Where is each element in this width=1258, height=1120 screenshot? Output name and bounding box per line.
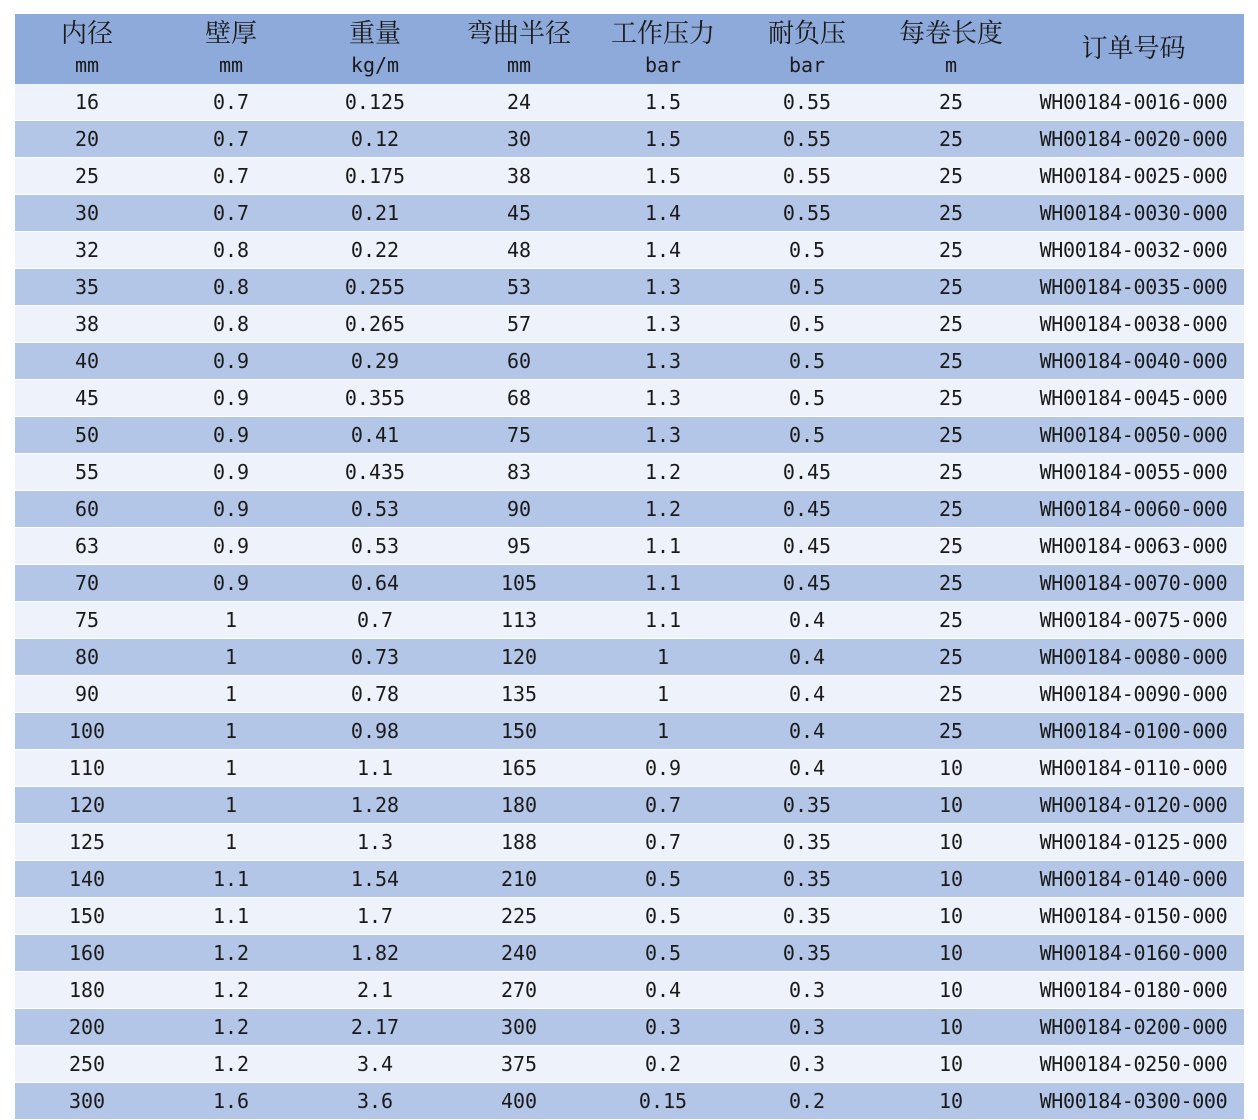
cell-order-number: WH00184-0090-000	[1023, 676, 1244, 713]
cell-inner-diameter: 70	[15, 565, 159, 602]
table-row	[15, 454, 1244, 491]
cell-inner-diameter: 20	[15, 121, 159, 158]
cell-order-number: WH00184-0120-000	[1023, 787, 1244, 824]
cell-bend-radius: 375	[447, 1046, 591, 1083]
table-row	[15, 713, 1244, 750]
cell-order-number: WH00184-0038-000	[1023, 306, 1244, 343]
cell-wall-thickness: 0.7	[159, 195, 303, 232]
cell-wall-thickness: 1	[159, 676, 303, 713]
cell-working-pressure: 1.1	[591, 528, 735, 565]
cell-coil-length: 10	[879, 898, 1023, 935]
cell-working-pressure: 0.9	[591, 750, 735, 787]
cell-inner-diameter: 90	[15, 676, 159, 713]
cell-order-number: WH00184-0032-000	[1023, 232, 1244, 269]
table-row	[15, 121, 1244, 158]
cell-inner-diameter: 32	[15, 232, 159, 269]
header-name: 订单号码	[1081, 34, 1186, 64]
table-row	[15, 1009, 1244, 1046]
cell-order-number: WH00184-0160-000	[1023, 935, 1244, 972]
cell-coil-length: 25	[879, 380, 1023, 417]
cell-bend-radius: 95	[447, 528, 591, 565]
cell-wall-thickness: 0.8	[159, 269, 303, 306]
cell-wall-thickness: 0.9	[159, 528, 303, 565]
cell-working-pressure: 1.5	[591, 158, 735, 195]
table-row	[15, 491, 1244, 528]
cell-order-number: WH00184-0030-000	[1023, 195, 1244, 232]
cell-vacuum-resistance: 0.35	[735, 824, 879, 861]
cell-vacuum-resistance: 0.4	[735, 602, 879, 639]
cell-working-pressure: 1.3	[591, 417, 735, 454]
cell-wall-thickness: 1.1	[159, 861, 303, 898]
cell-bend-radius: 83	[447, 454, 591, 491]
cell-weight: 0.175	[303, 158, 447, 195]
cell-order-number: WH00184-0300-000	[1023, 1083, 1244, 1120]
table-row	[15, 639, 1244, 676]
cell-weight: 2.1	[303, 972, 447, 1009]
cell-wall-thickness: 1.6	[159, 1083, 303, 1120]
cell-vacuum-resistance: 0.2	[735, 1083, 879, 1120]
cell-order-number: WH00184-0150-000	[1023, 898, 1244, 935]
cell-inner-diameter: 80	[15, 639, 159, 676]
cell-wall-thickness: 0.8	[159, 232, 303, 269]
cell-inner-diameter: 125	[15, 824, 159, 861]
cell-order-number: WH00184-0020-000	[1023, 121, 1244, 158]
spec-table	[15, 14, 1244, 1120]
cell-wall-thickness: 0.7	[159, 121, 303, 158]
cell-inner-diameter: 16	[15, 84, 159, 121]
cell-bend-radius: 300	[447, 1009, 591, 1046]
cell-order-number: WH00184-0200-000	[1023, 1009, 1244, 1046]
header-unit: bar	[788, 53, 826, 77]
table-row	[15, 787, 1244, 824]
table-row	[15, 898, 1244, 935]
header-order-number	[1023, 14, 1244, 84]
cell-coil-length: 25	[879, 158, 1023, 195]
header-name: 耐负压	[767, 19, 846, 49]
cell-wall-thickness: 1	[159, 824, 303, 861]
cell-order-number: WH00184-0050-000	[1023, 417, 1244, 454]
cell-coil-length: 25	[879, 676, 1023, 713]
cell-order-number: WH00184-0250-000	[1023, 1046, 1244, 1083]
cell-bend-radius: 150	[447, 713, 591, 750]
cell-order-number: WH00184-0180-000	[1023, 972, 1244, 1009]
cell-coil-length: 25	[879, 454, 1023, 491]
table-row	[15, 565, 1244, 602]
header-name: 每卷长度	[898, 19, 1003, 49]
cell-weight: 1.3	[303, 824, 447, 861]
header-unit: kg/m	[350, 53, 400, 77]
cell-vacuum-resistance: 0.35	[735, 787, 879, 824]
cell-bend-radius: 68	[447, 380, 591, 417]
cell-weight: 0.73	[303, 639, 447, 676]
cell-coil-length: 25	[879, 491, 1023, 528]
cell-inner-diameter: 200	[15, 1009, 159, 1046]
cell-vacuum-resistance: 0.4	[735, 750, 879, 787]
cell-working-pressure: 0.4	[591, 972, 735, 1009]
cell-vacuum-resistance: 0.4	[735, 713, 879, 750]
table-row	[15, 1083, 1244, 1120]
cell-coil-length: 25	[879, 417, 1023, 454]
cell-bend-radius: 24	[447, 84, 591, 121]
cell-bend-radius: 188	[447, 824, 591, 861]
cell-working-pressure: 1.2	[591, 491, 735, 528]
cell-working-pressure: 1.4	[591, 232, 735, 269]
header-unit: bar	[644, 53, 682, 77]
cell-weight: 0.12	[303, 121, 447, 158]
cell-order-number: WH00184-0070-000	[1023, 565, 1244, 602]
cell-working-pressure: 1	[591, 676, 735, 713]
table-row	[15, 750, 1244, 787]
cell-order-number: WH00184-0016-000	[1023, 84, 1244, 121]
cell-inner-diameter: 140	[15, 861, 159, 898]
cell-inner-diameter: 40	[15, 343, 159, 380]
cell-bend-radius: 165	[447, 750, 591, 787]
cell-vacuum-resistance: 0.5	[735, 306, 879, 343]
cell-wall-thickness: 1.2	[159, 935, 303, 972]
cell-coil-length: 25	[879, 306, 1023, 343]
cell-order-number: WH00184-0055-000	[1023, 454, 1244, 491]
cell-weight: 3.6	[303, 1083, 447, 1120]
table-row	[15, 417, 1244, 454]
cell-wall-thickness: 0.9	[159, 565, 303, 602]
cell-inner-diameter: 300	[15, 1083, 159, 1120]
cell-order-number: WH00184-0045-000	[1023, 380, 1244, 417]
cell-inner-diameter: 45	[15, 380, 159, 417]
table-row	[15, 158, 1244, 195]
cell-wall-thickness: 1	[159, 713, 303, 750]
cell-weight: 0.355	[303, 380, 447, 417]
table-row	[15, 380, 1244, 417]
cell-order-number: WH00184-0080-000	[1023, 639, 1244, 676]
table-row	[15, 232, 1244, 269]
cell-working-pressure: 1.2	[591, 454, 735, 491]
cell-order-number: WH00184-0100-000	[1023, 713, 1244, 750]
table-row	[15, 528, 1244, 565]
cell-working-pressure: 1.1	[591, 602, 735, 639]
cell-wall-thickness: 0.7	[159, 158, 303, 195]
cell-working-pressure: 1.5	[591, 121, 735, 158]
cell-working-pressure: 1.1	[591, 565, 735, 602]
table-row	[15, 602, 1244, 639]
cell-bend-radius: 270	[447, 972, 591, 1009]
cell-vacuum-resistance: 0.5	[735, 417, 879, 454]
cell-inner-diameter: 38	[15, 306, 159, 343]
cell-working-pressure: 0.5	[591, 861, 735, 898]
cell-coil-length: 25	[879, 232, 1023, 269]
cell-inner-diameter: 50	[15, 417, 159, 454]
table-row	[15, 195, 1244, 232]
cell-bend-radius: 240	[447, 935, 591, 972]
cell-coil-length: 10	[879, 1046, 1023, 1083]
cell-working-pressure: 0.2	[591, 1046, 735, 1083]
cell-weight: 0.255	[303, 269, 447, 306]
cell-bend-radius: 60	[447, 343, 591, 380]
table-row	[15, 861, 1244, 898]
cell-vacuum-resistance: 0.55	[735, 121, 879, 158]
cell-inner-diameter: 100	[15, 713, 159, 750]
cell-weight: 0.22	[303, 232, 447, 269]
cell-bend-radius: 120	[447, 639, 591, 676]
cell-weight: 1.54	[303, 861, 447, 898]
cell-wall-thickness: 1	[159, 787, 303, 824]
table-row	[15, 676, 1244, 713]
cell-working-pressure: 1.5	[591, 84, 735, 121]
cell-vacuum-resistance: 0.5	[735, 269, 879, 306]
table-body	[15, 84, 1244, 1120]
header-name: 壁厚	[204, 19, 257, 49]
cell-inner-diameter: 55	[15, 454, 159, 491]
cell-weight: 0.98	[303, 713, 447, 750]
cell-coil-length: 10	[879, 750, 1023, 787]
cell-working-pressure: 0.5	[591, 898, 735, 935]
cell-bend-radius: 53	[447, 269, 591, 306]
table-header	[15, 14, 1244, 84]
cell-coil-length: 25	[879, 602, 1023, 639]
cell-coil-length: 25	[879, 195, 1023, 232]
header-unit: mm	[218, 53, 244, 77]
cell-coil-length: 10	[879, 972, 1023, 1009]
cell-inner-diameter: 250	[15, 1046, 159, 1083]
cell-vacuum-resistance: 0.55	[735, 84, 879, 121]
cell-wall-thickness: 1	[159, 750, 303, 787]
cell-inner-diameter: 63	[15, 528, 159, 565]
header-unit: mm	[74, 53, 100, 77]
spec-table-container	[15, 14, 1244, 1120]
cell-weight: 1.1	[303, 750, 447, 787]
cell-inner-diameter: 35	[15, 269, 159, 306]
cell-coil-length: 10	[879, 824, 1023, 861]
cell-weight: 0.125	[303, 84, 447, 121]
cell-inner-diameter: 25	[15, 158, 159, 195]
header-name: 内径	[60, 19, 113, 49]
table-row	[15, 1046, 1244, 1083]
table-row	[15, 343, 1244, 380]
cell-vacuum-resistance: 0.35	[735, 935, 879, 972]
cell-working-pressure: 0.7	[591, 787, 735, 824]
cell-wall-thickness: 0.8	[159, 306, 303, 343]
cell-coil-length: 10	[879, 861, 1023, 898]
cell-coil-length: 25	[879, 528, 1023, 565]
cell-weight: 0.53	[303, 528, 447, 565]
table-row	[15, 84, 1244, 121]
cell-bend-radius: 225	[447, 898, 591, 935]
cell-coil-length: 10	[879, 1009, 1023, 1046]
cell-bend-radius: 57	[447, 306, 591, 343]
cell-vacuum-resistance: 0.3	[735, 1009, 879, 1046]
cell-working-pressure: 1.3	[591, 380, 735, 417]
cell-order-number: WH00184-0140-000	[1023, 861, 1244, 898]
cell-working-pressure: 1	[591, 713, 735, 750]
cell-weight: 0.78	[303, 676, 447, 713]
cell-wall-thickness: 1.2	[159, 1009, 303, 1046]
cell-weight: 2.17	[303, 1009, 447, 1046]
cell-inner-diameter: 75	[15, 602, 159, 639]
header-weight	[303, 14, 447, 84]
cell-order-number: WH00184-0063-000	[1023, 528, 1244, 565]
cell-bend-radius: 38	[447, 158, 591, 195]
cell-bend-radius: 90	[447, 491, 591, 528]
cell-vacuum-resistance: 0.5	[735, 343, 879, 380]
header-name: 弯曲半径	[466, 19, 571, 49]
cell-vacuum-resistance: 0.5	[735, 380, 879, 417]
cell-order-number: WH00184-0110-000	[1023, 750, 1244, 787]
cell-wall-thickness: 1.2	[159, 972, 303, 1009]
cell-vacuum-resistance: 0.55	[735, 195, 879, 232]
cell-coil-length: 25	[879, 565, 1023, 602]
cell-coil-length: 10	[879, 935, 1023, 972]
cell-wall-thickness: 1	[159, 639, 303, 676]
cell-weight: 0.265	[303, 306, 447, 343]
cell-weight: 1.7	[303, 898, 447, 935]
cell-vacuum-resistance: 0.4	[735, 639, 879, 676]
cell-weight: 0.435	[303, 454, 447, 491]
header-bend-radius	[447, 14, 591, 84]
cell-weight: 0.64	[303, 565, 447, 602]
cell-order-number: WH00184-0125-000	[1023, 824, 1244, 861]
cell-coil-length: 25	[879, 639, 1023, 676]
cell-coil-length: 10	[879, 1083, 1023, 1120]
cell-coil-length: 25	[879, 713, 1023, 750]
cell-vacuum-resistance: 0.3	[735, 972, 879, 1009]
cell-bend-radius: 400	[447, 1083, 591, 1120]
header-unit: m	[944, 53, 958, 77]
cell-order-number: WH00184-0075-000	[1023, 602, 1244, 639]
cell-bend-radius: 210	[447, 861, 591, 898]
cell-order-number: WH00184-0035-000	[1023, 269, 1244, 306]
cell-wall-thickness: 1.1	[159, 898, 303, 935]
cell-working-pressure: 0.3	[591, 1009, 735, 1046]
cell-vacuum-resistance: 0.5	[735, 232, 879, 269]
cell-weight: 1.28	[303, 787, 447, 824]
cell-weight: 1.82	[303, 935, 447, 972]
header-unit: mm	[506, 53, 532, 77]
cell-inner-diameter: 150	[15, 898, 159, 935]
cell-bend-radius: 30	[447, 121, 591, 158]
header-inner-diameter	[15, 14, 159, 84]
cell-coil-length: 25	[879, 121, 1023, 158]
cell-vacuum-resistance: 0.35	[735, 898, 879, 935]
cell-vacuum-resistance: 0.4	[735, 676, 879, 713]
cell-weight: 0.29	[303, 343, 447, 380]
cell-working-pressure: 1.4	[591, 195, 735, 232]
cell-order-number: WH00184-0025-000	[1023, 158, 1244, 195]
cell-bend-radius: 113	[447, 602, 591, 639]
cell-bend-radius: 105	[447, 565, 591, 602]
cell-coil-length: 10	[879, 787, 1023, 824]
table-row	[15, 306, 1244, 343]
cell-vacuum-resistance: 0.55	[735, 158, 879, 195]
cell-bend-radius: 75	[447, 417, 591, 454]
header-vacuum-resistance	[735, 14, 879, 84]
cell-bend-radius: 180	[447, 787, 591, 824]
cell-vacuum-resistance: 0.35	[735, 861, 879, 898]
cell-wall-thickness: 1	[159, 602, 303, 639]
cell-vacuum-resistance: 0.45	[735, 565, 879, 602]
header-row	[15, 14, 1244, 84]
cell-weight: 3.4	[303, 1046, 447, 1083]
header-name: 重量	[348, 19, 401, 49]
cell-wall-thickness: 0.9	[159, 454, 303, 491]
header-working-pressure	[591, 14, 735, 84]
cell-vacuum-resistance: 0.45	[735, 454, 879, 491]
cell-working-pressure: 0.15	[591, 1083, 735, 1120]
cell-coil-length: 25	[879, 269, 1023, 306]
cell-working-pressure: 1.3	[591, 306, 735, 343]
cell-inner-diameter: 120	[15, 787, 159, 824]
cell-working-pressure: 1.3	[591, 269, 735, 306]
cell-inner-diameter: 160	[15, 935, 159, 972]
cell-weight: 0.53	[303, 491, 447, 528]
cell-bend-radius: 135	[447, 676, 591, 713]
cell-coil-length: 25	[879, 343, 1023, 380]
cell-weight: 0.41	[303, 417, 447, 454]
table-row	[15, 824, 1244, 861]
cell-working-pressure: 0.5	[591, 935, 735, 972]
cell-working-pressure: 0.7	[591, 824, 735, 861]
cell-working-pressure: 1.3	[591, 343, 735, 380]
cell-coil-length: 25	[879, 84, 1023, 121]
cell-wall-thickness: 0.9	[159, 417, 303, 454]
table-row	[15, 935, 1244, 972]
cell-wall-thickness: 0.9	[159, 343, 303, 380]
table-row	[15, 269, 1244, 306]
cell-wall-thickness: 0.9	[159, 380, 303, 417]
cell-working-pressure: 1	[591, 639, 735, 676]
cell-inner-diameter: 30	[15, 195, 159, 232]
cell-vacuum-resistance: 0.45	[735, 528, 879, 565]
cell-order-number: WH00184-0060-000	[1023, 491, 1244, 528]
cell-order-number: WH00184-0040-000	[1023, 343, 1244, 380]
header-name: 工作压力	[610, 19, 715, 49]
header-coil-length	[879, 14, 1023, 84]
cell-wall-thickness: 0.7	[159, 84, 303, 121]
cell-vacuum-resistance: 0.3	[735, 1046, 879, 1083]
cell-vacuum-resistance: 0.45	[735, 491, 879, 528]
cell-inner-diameter: 110	[15, 750, 159, 787]
table-row	[15, 972, 1244, 1009]
cell-weight: 0.21	[303, 195, 447, 232]
cell-inner-diameter: 180	[15, 972, 159, 1009]
cell-bend-radius: 45	[447, 195, 591, 232]
cell-wall-thickness: 1.2	[159, 1046, 303, 1083]
cell-wall-thickness: 0.9	[159, 491, 303, 528]
cell-bend-radius: 48	[447, 232, 591, 269]
header-wall-thickness	[159, 14, 303, 84]
cell-weight: 0.7	[303, 602, 447, 639]
cell-inner-diameter: 60	[15, 491, 159, 528]
